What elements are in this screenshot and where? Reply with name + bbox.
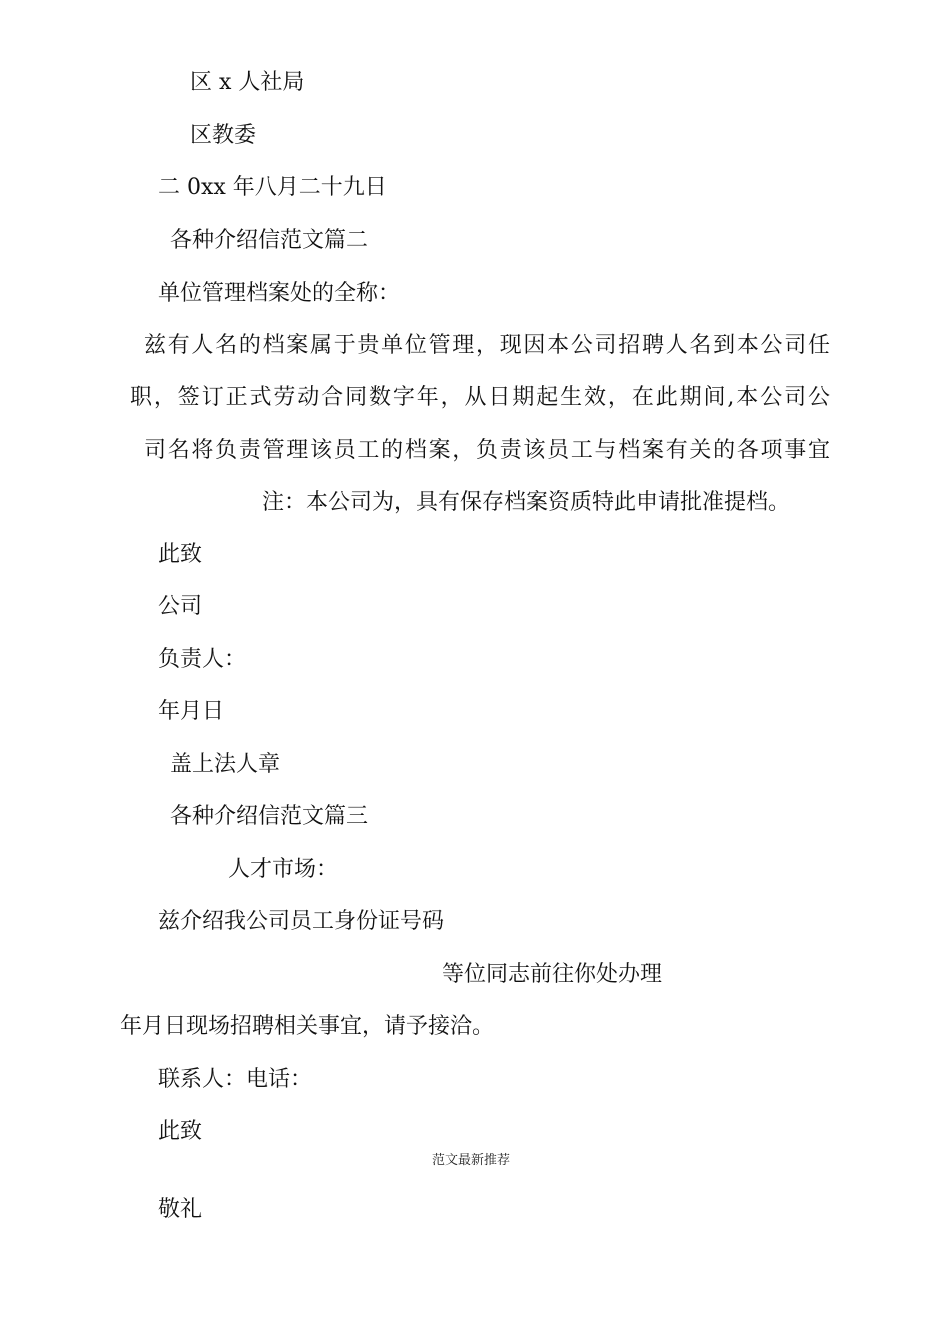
note-line: 注：本公司为，具有保存档案资质特此申请批准提档。 bbox=[262, 490, 791, 515]
section-heading-3: 各种介绍信范文篇三 bbox=[170, 804, 369, 829]
contact-line: 联系人：电话： bbox=[158, 1067, 313, 1092]
body-paragraph-line-2: 职，签订正式劳动合同数字年，从日期起生效，在此期间,本公司公 bbox=[130, 385, 830, 410]
signature-date: 年月日 bbox=[158, 699, 225, 724]
legal-seal-note: 盖上法人章 bbox=[170, 752, 281, 777]
recipient-district-education-committee: 区教委 bbox=[190, 123, 257, 148]
introduction-line-1: 兹介绍我公司员工身份证号码 bbox=[158, 909, 445, 934]
closing-jingli: 敬礼 bbox=[158, 1197, 203, 1222]
footer-recommendation: 范文最新推荐 bbox=[432, 1153, 511, 1168]
letter-date: 二 0xx 年八月二十九日 bbox=[158, 175, 387, 200]
signature-company: 公司 bbox=[158, 594, 203, 619]
closing-cizhi-1: 此致 bbox=[158, 542, 203, 567]
body-paragraph-line-3: 司名将负责管理该员工的档案，负责该员工与档案有关的各项事宜 bbox=[144, 438, 830, 463]
introduction-line-3: 年月日现场招聘相关事宜，请予接洽。 bbox=[120, 1014, 495, 1039]
signature-responsible-person: 负责人： bbox=[158, 647, 247, 672]
section-heading-2: 各种介绍信范文篇二 bbox=[170, 228, 369, 253]
introduction-line-2: 等位同志前往你处办理 bbox=[442, 962, 663, 987]
salutation-archives-office: 单位管理档案处的全称： bbox=[158, 281, 401, 306]
body-paragraph-line-1: 兹有人名的档案属于贵单位管理，现因本公司招聘人名到本公司任 bbox=[144, 333, 830, 358]
recipient-district-hr-bureau: 区 x 人社局 bbox=[190, 70, 305, 95]
closing-cizhi-2: 此致 bbox=[158, 1119, 203, 1144]
salutation-talent-market: 人才市场： bbox=[228, 857, 339, 882]
